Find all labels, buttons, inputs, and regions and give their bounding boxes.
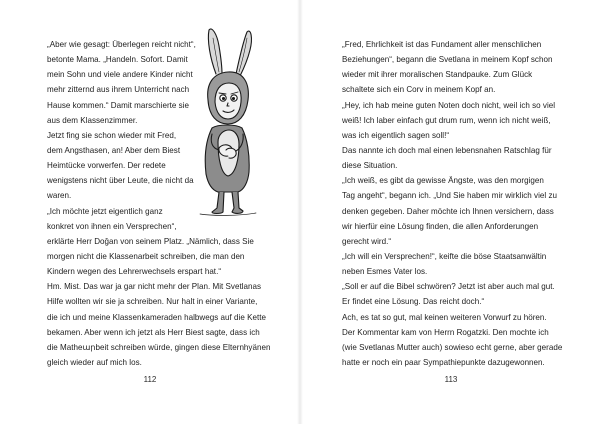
text-line: diese Situation. bbox=[342, 161, 398, 171]
text-line: Hause kommen.“ Damit marschierte sie bbox=[47, 100, 190, 110]
text-line: konkret von ihnen ein Versprechen“, bbox=[47, 221, 177, 231]
text-line: die ich und meine Klassenkameraden halbwegs auf die Kette bbox=[47, 312, 266, 322]
right-page bbox=[300, 0, 600, 424]
text-line: gerecht wird.“ bbox=[342, 236, 392, 246]
text-line: wir hierfür eine Lösung finden, die allen Anforderungen bbox=[342, 221, 539, 231]
text-line: Tag angeht“, begann ich. „Und Sie haben mir wirklich viel zu bbox=[342, 191, 557, 201]
text-line: „Fred, Ehrlichkeit ist das Fundament aller menschlichen bbox=[342, 40, 542, 49]
text-line: Ach, es tat so gut, mal keinen weiteren Vorwurf zu hören. bbox=[342, 312, 547, 322]
bunny-costume-boy-illustration bbox=[186, 24, 268, 222]
text-line: Das nannte ich doch mal einen lebensnahen Ratschlag für bbox=[342, 145, 552, 155]
text-line: (wie Svetlanas Mutter auch) sowieso echt gerne, aber gerade bbox=[342, 342, 563, 352]
text-line: „Soll er auf die Bibel schwören? Jetzt ist aber auch mal gut. bbox=[342, 282, 555, 292]
text-line: hatte er noch ein paar Sympathiepunkte dazugewonnen. bbox=[342, 357, 545, 367]
text-line: wieder mit ihrer moralischen Standpauke. Zum Glück bbox=[342, 70, 533, 80]
text-line: waren. bbox=[47, 191, 72, 201]
text-line: neben Esmes Vater los. bbox=[342, 267, 428, 277]
text-line: „Ich weiß, es gibt da gewisse Ängste, was den morgigen bbox=[342, 176, 544, 186]
text-line: erklärte Herr Doğan von seinem Platz. „Nämlich, dass Sie bbox=[47, 236, 254, 246]
text-line: Jetzt fing sie schon wieder mit Fred, bbox=[47, 130, 177, 140]
text-line: Beziehungen“, begann die Svetlana in meinem Kopf schon bbox=[342, 55, 553, 65]
text-line: „Ich möchte jetzt eigentlich ganz bbox=[47, 206, 163, 216]
text-line: gleich wieder auf mich los. bbox=[47, 357, 142, 367]
page-number: 112 bbox=[143, 375, 157, 384]
text-line: dem Angsthasen, an! Aber dem Biest bbox=[47, 145, 181, 155]
text-line: Hm. Mist. Das war ja gar nicht mehr der Plan. Mit Svetlanas bbox=[47, 282, 262, 292]
text-line: „Aber wie gesagt: Überlegen reicht nicht“, bbox=[47, 40, 196, 49]
text-line: bekamen. Aber wenn ich jetzt als Herr Biest sagte, dass ich bbox=[47, 327, 260, 337]
text-line: „Hey, ich hab meine guten Noten doch nicht, weil ich so viel bbox=[342, 100, 556, 110]
page-number: 113 bbox=[444, 375, 458, 384]
right-page-text bbox=[342, 37, 562, 370]
text-line: Kindern wegen des Lehrerwechsels erspart hat.“ bbox=[47, 267, 222, 277]
text-line: Er findet eine Lösung. Das reicht doch.“ bbox=[342, 297, 485, 307]
text-line: mehr zitternd aus ihrem Unterricht nach bbox=[47, 85, 190, 95]
text-line: die Matheարbeit schreiben würde, gingen diese Elternhyänen bbox=[47, 342, 271, 352]
text-line: morgen nicht die Klassenarbeit schreiben, die man den bbox=[47, 251, 245, 261]
text-line: betonte Mama. „Handeln. Sofort. Damit bbox=[47, 55, 188, 65]
text-line: Heimtücke vorwerfen. Der redete bbox=[47, 161, 166, 171]
text-line: wenigstens nicht über Leute, die nicht da bbox=[47, 176, 194, 186]
text-line: was ich eigentlich sagen soll!“ bbox=[342, 130, 450, 140]
text-line: schaltete sich ein Corv in meinem Kopf an. bbox=[342, 85, 496, 95]
text-line: aus dem Klassenzimmer. bbox=[47, 115, 138, 125]
text-line: Der Kommentar kam von Herrn Rogatzki. Den mochte ich bbox=[342, 327, 549, 337]
text-line: „Ich will ein Versprechen!“, keifte die böse Staatsanwältin bbox=[342, 251, 547, 261]
text-line: weiß! Ich laber einfach gut drum rum, wenn ich nicht weiß, bbox=[342, 115, 551, 125]
text-line: mein Sohn und viele andere Kinder nicht bbox=[47, 70, 193, 80]
text-line: denken gegeben. Daher möchte ich Ihnen versichern, dass bbox=[342, 206, 554, 216]
text-line: Hilfe wollten wir sie ja schreiben. Nur halt in einer Variante, bbox=[47, 297, 258, 307]
